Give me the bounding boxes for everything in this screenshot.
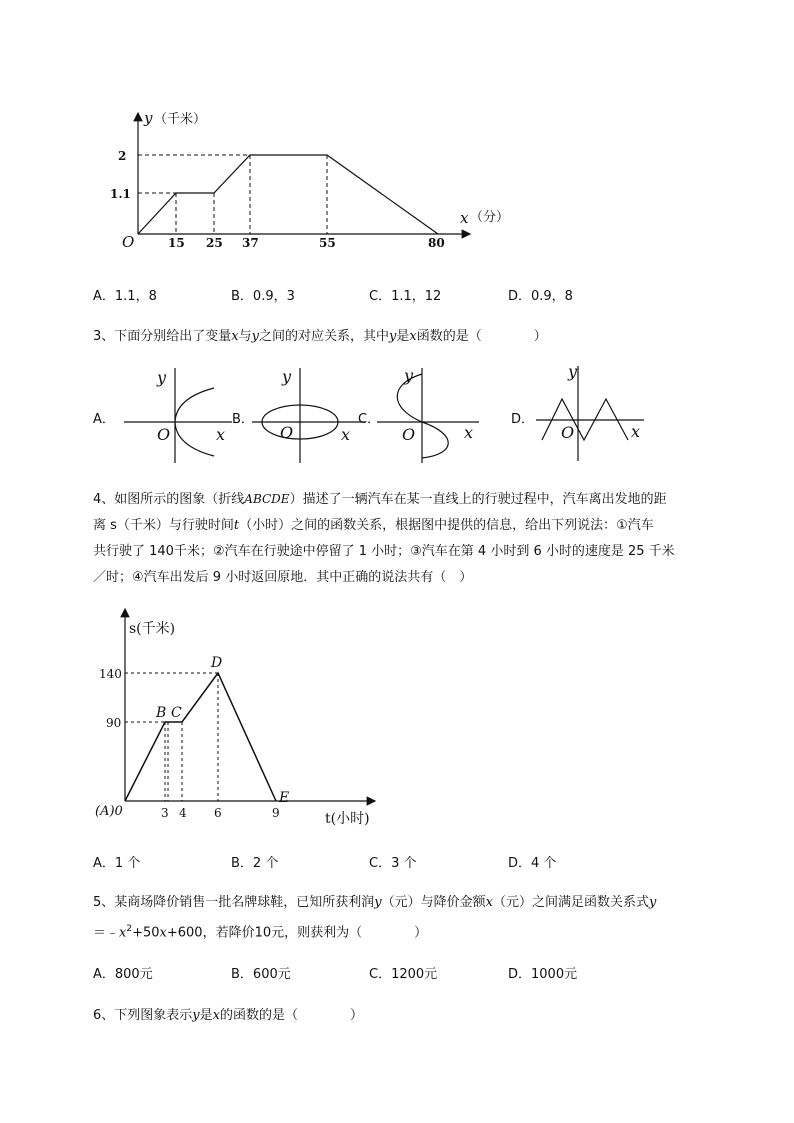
q3-option-b-label[interactable]: B． (232, 412, 254, 427)
q5-option-c[interactable]: C．1200元 (369, 967, 438, 982)
q3-option-d-label[interactable]: D． (511, 412, 535, 427)
question-4-stem (93, 486, 743, 591)
q2-option-b[interactable]: B．0.9，3 (231, 289, 295, 304)
distance-polyline-abcde (125, 673, 276, 801)
q2-option-d[interactable]: D．0.9，8 (508, 289, 573, 304)
q4-line-4: ／时；④汽车出发后 9 小时返回原地．其中正确的说法共有（ ） (93, 570, 473, 585)
x-tick-80: 80 (428, 236, 445, 250)
q3b-x-label: x (341, 425, 351, 444)
q3d-x-label: x (631, 422, 641, 441)
x-tick-37: 37 (242, 236, 259, 250)
q3d-o-label: O (561, 423, 575, 442)
q3b-y-label: y (282, 367, 292, 386)
x-tick-3: 3 (161, 806, 169, 820)
q3c-x-label: x (464, 423, 474, 442)
distance-polyline (138, 155, 438, 234)
point-e-label: E (279, 790, 290, 806)
q4-option-d[interactable]: D．4 个 (508, 856, 557, 871)
q4-line-3: 共行驶了 140千米；②汽车在行驶途中停留了 1 小时；③汽车在第 4 小时到 6 小时的速度是 25 千米 (93, 544, 675, 559)
q3c-o-label: O (402, 425, 416, 444)
figure-2-distance-time-graph (95, 603, 395, 828)
point-c-label: C (171, 705, 182, 721)
y-tick-140: 140 (99, 667, 122, 681)
x-tick-4: 4 (179, 806, 187, 820)
q2-option-c[interactable]: C．1.1，12 (369, 289, 442, 304)
q2-option-a[interactable]: A．1.1，8 (93, 289, 157, 304)
q3-option-c-label[interactable]: C． (358, 412, 381, 427)
y-tick-90: 90 (106, 716, 122, 730)
q4-option-c[interactable]: C．3 个 (369, 856, 417, 871)
x-axis-label: x (460, 209, 469, 227)
x-tick-9: 9 (272, 806, 280, 820)
q4-option-a[interactable]: A．1 个 (93, 856, 141, 871)
figure-1-distance-time-graph (110, 105, 520, 255)
question-6-stem: 6、下列图象表示y是x的函数的是（ ） (93, 1008, 364, 1023)
point-d-label: D (211, 655, 223, 671)
q3a-o-label: O (157, 425, 171, 444)
x-axis-unit: （分） (470, 210, 510, 225)
q4-line-2: 离 s（千米）与行驶时间t（小时）之间的函数关系，根据图中提供的信息，给出下列说法：①汽车 (93, 518, 654, 533)
q4-option-b[interactable]: B．2 个 (231, 856, 279, 871)
q3-graph-c[interactable] (375, 360, 490, 465)
q3-option-a-label[interactable]: A． (93, 412, 115, 427)
q3a-y-label: y (157, 368, 167, 387)
y-tick-2: 2 (118, 149, 127, 163)
x-axis-label: t(小时) (325, 811, 370, 827)
q3c-y-label: y (404, 366, 414, 385)
q3d-y-label: y (568, 362, 578, 381)
question-5-stem (93, 890, 743, 946)
origin-label: (A)0 (95, 804, 123, 819)
x-tick-25: 25 (206, 236, 223, 250)
x-tick-55: 55 (319, 236, 336, 250)
q5-line-2: $=﹣x^2+50x+600$，若降价10元，则获利为（ ） (93, 924, 428, 941)
q5-option-b[interactable]: B．600元 (231, 967, 291, 982)
question-3-stem: 3、下面分别给出了变量x与y之间的对应关系，其中y是x函数的是（ ） (93, 329, 547, 344)
q3b-o-label: O (280, 423, 294, 442)
y-axis-label: y (144, 109, 153, 127)
q3a-x-label: x (216, 425, 226, 444)
y-axis-label: s(千米) (129, 621, 176, 637)
q5-line-1: 5、某商场降价销售一批名牌球鞋，已知所获利润y（元）与降价金额x（元）之间满足函数关系式y (93, 895, 657, 910)
q3-graph-a[interactable] (120, 360, 235, 465)
y-axis-unit: （千米） (154, 112, 207, 127)
q3-graph-b[interactable] (248, 360, 368, 465)
q5-option-d[interactable]: D．1000元 (508, 967, 578, 982)
y-tick-1-1: 1.1 (110, 187, 131, 201)
x-tick-15: 15 (168, 236, 185, 250)
origin-label: O (122, 233, 135, 251)
point-b-label: B (156, 705, 167, 721)
q4-line-1: 4、如图所示的图象（折线ABCDE）描述了一辆汽车在某一直线上的行驶过程中，汽车离出发地的距 (93, 492, 667, 507)
x-tick-6: 6 (214, 806, 222, 820)
q3-graph-d[interactable] (530, 358, 650, 463)
q5-option-a[interactable]: A．800元 (93, 967, 153, 982)
